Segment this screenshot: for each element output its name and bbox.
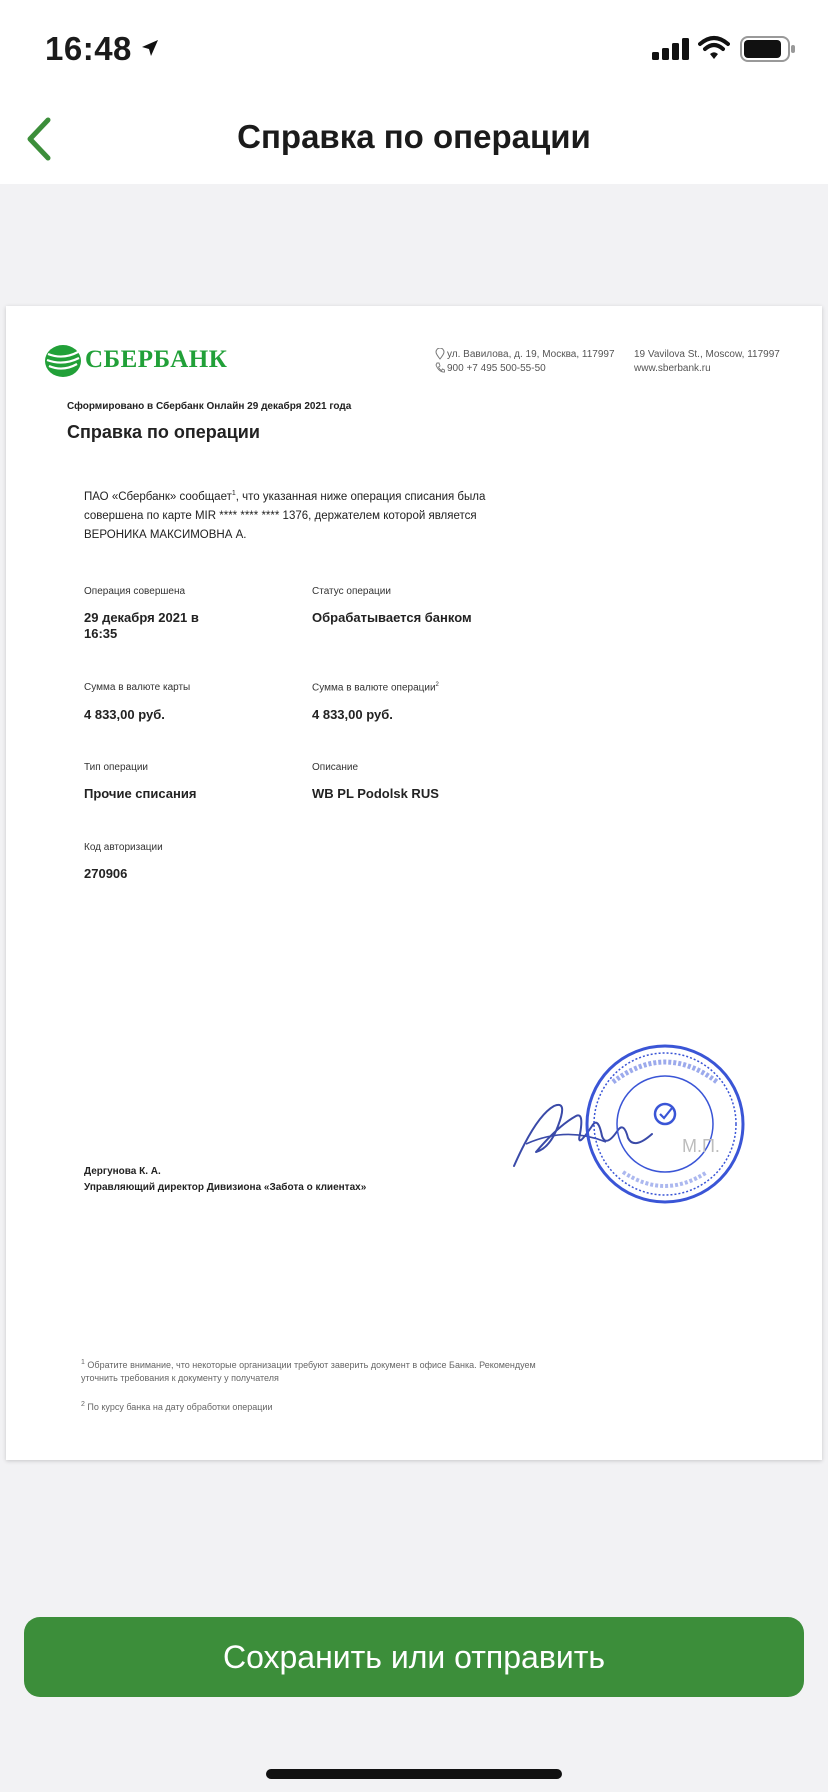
footnote-ref-1: 1	[231, 490, 236, 497]
footnote-2-number: 2	[81, 1401, 85, 1408]
signer-title: Управляющий директор Дивизиона «Забота о клиентах»	[84, 1182, 367, 1193]
home-indicator[interactable]	[266, 1769, 562, 1779]
address-ru: ул. Вавилова, д. 19, Москва, 117997	[447, 349, 615, 360]
operation-date-label: Операция совершена	[84, 586, 186, 597]
intro-text-2: , что указанная ниже операция списания была совершена по карте MIR **** **** **** 1376, держателем которой является ВЕРОНИКА МАКСИМОВНА А.	[84, 490, 486, 541]
company-stamp-icon	[583, 1042, 747, 1206]
battery-icon	[740, 36, 796, 62]
intro-paragraph	[84, 484, 534, 545]
page-title: Справка по операции	[237, 118, 591, 155]
website: www.sberbank.ru	[634, 363, 711, 374]
phone-numbers: 900 +7 495 500-55-50	[447, 363, 546, 374]
footnote-ref-2: 2	[435, 682, 439, 688]
signer-block	[84, 1164, 366, 1196]
stamp-mp-mark: М.П.	[682, 1136, 720, 1156]
phone-icon	[435, 362, 445, 373]
auth-code-value: 270906	[84, 866, 128, 881]
sberbank-logo-icon	[44, 344, 82, 378]
card-sum-value: 4 833,00 руб.	[84, 707, 165, 722]
operation-sum-label-text: Сумма в валюте операции	[312, 682, 436, 694]
address-en: 19 Vavilova St., Moscow, 117997	[634, 349, 780, 360]
intro-text-1: ПАО «Сбербанк» сообщает	[84, 490, 232, 503]
status-label: Статус операции	[312, 586, 391, 597]
operation-type-label: Тип операции	[84, 762, 149, 773]
footnote-1-text: Обратите внимание, что некоторые организации требуют заверить документ в офисе Банка. Рекомендуем уточнить требования к документу у получателя	[81, 1360, 536, 1383]
status-time: 16:48	[45, 30, 132, 67]
wifi-icon	[698, 35, 730, 61]
operation-type-value: Прочие списания	[84, 786, 197, 801]
operation-sum-label	[312, 682, 439, 693]
generated-note: Сформировано в Сбербанк Онлайн 29 декабря 2021 года	[67, 401, 352, 412]
save-or-send-button[interactable]: Сохранить или отправить	[24, 1617, 804, 1697]
description-value: WB PL Podolsk RUS	[312, 786, 439, 801]
footnote-1-number: 1	[81, 1359, 85, 1366]
operation-sum-value: 4 833,00 руб.	[312, 707, 393, 722]
sberbank-logo-text: СБЕРБАНК	[85, 346, 228, 373]
document-title: Справка по операции	[67, 422, 260, 442]
operation-date-value: 29 декабря 2021 в 16:35	[84, 610, 199, 641]
footnote-1	[81, 1356, 571, 1385]
location-pin-icon	[435, 348, 445, 360]
footnote-2	[81, 1398, 571, 1414]
cellular-signal-icon	[652, 38, 690, 60]
signer-name: Дергунова К. А.	[84, 1166, 161, 1177]
status-value: Обрабатывается банком	[312, 610, 472, 625]
operation-certificate-document	[6, 306, 822, 1460]
footnote-2-text: По курсу банка на дату обработки операции	[87, 1402, 273, 1412]
card-sum-label: Сумма в валюте карты	[84, 682, 191, 693]
location-arrow-icon	[140, 38, 160, 58]
auth-code-label: Код авторизации	[84, 842, 163, 853]
description-label: Описание	[312, 762, 359, 773]
top-bar	[0, 0, 828, 184]
